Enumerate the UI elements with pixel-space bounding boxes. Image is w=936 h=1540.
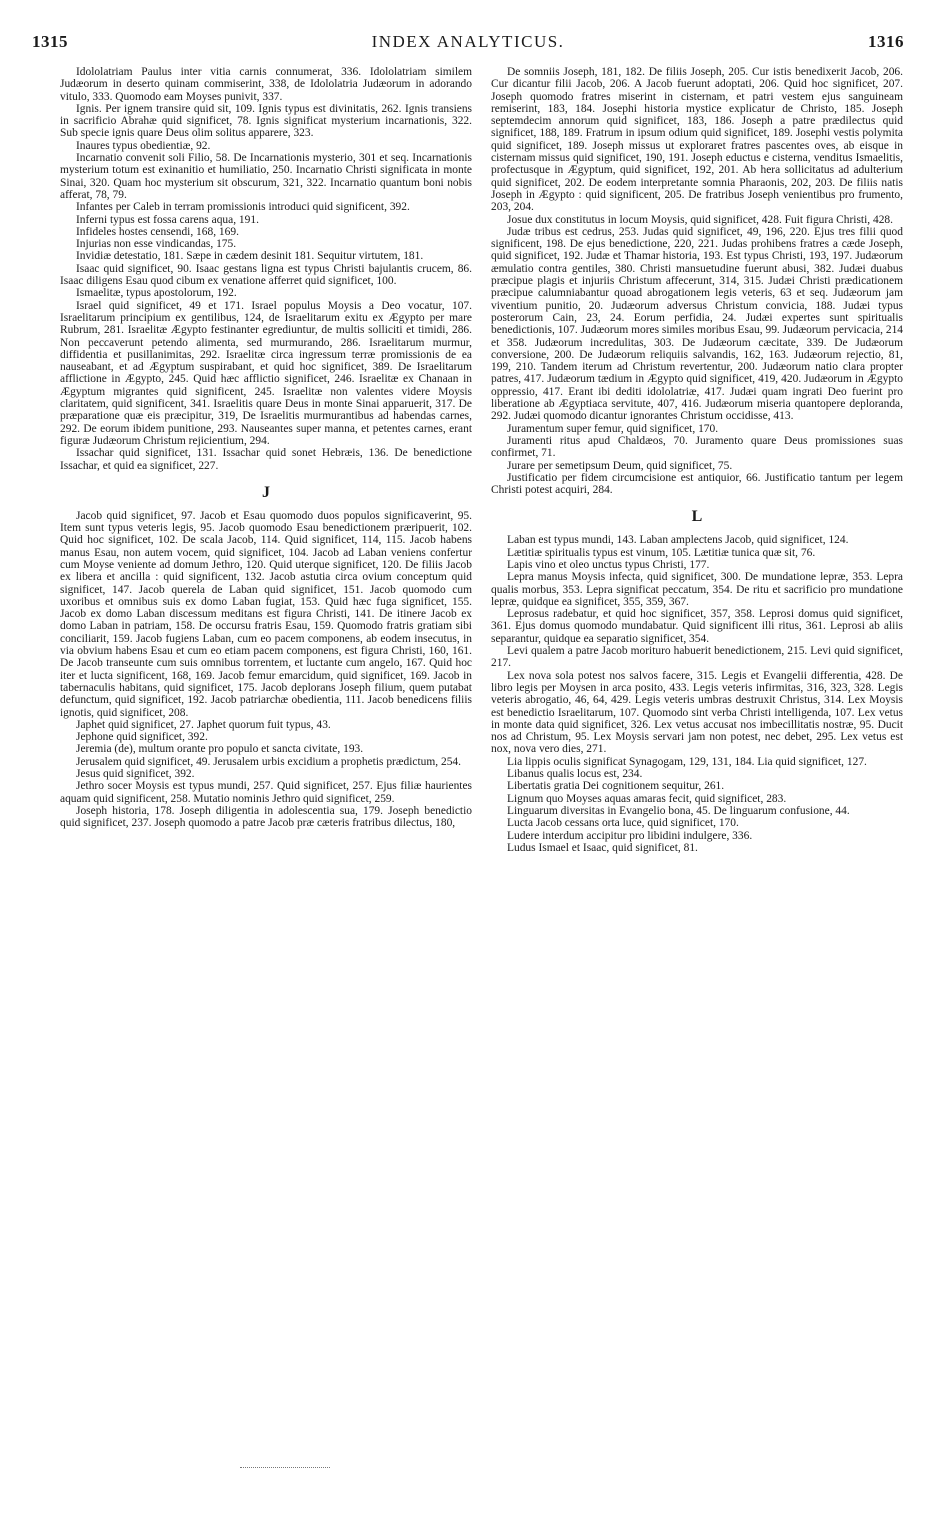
section-letter-j: J [262,483,270,501]
index-entry: Judæ tribus est cedrus, 253. Judas quid significet, 49, 196, 220. Ejus tres filii quod significent, 198. De ejus benedictione, 220, 221. Judas prohibens fratres a cæde Joseph, quid significet, 192. Judæ et Thamar historia, 193. Est typus Christi, 193, 197. Judæorum æmulatio contra gentiles, 380. Christi mansuetudine fuerunt abusi, 382. Judæi duabus præcipue plagis et injuriis Christum affecerunt, 314, 315. Judæi Christi prædicationem præcipue calumniabantur quoad abrogationem legis veteris, 63 et seq. Judæorum jam viventium punitio, 20. Judæorum adversus Christum convicia, 188. Judæi typus posterorum Cain, 23, 24. Eorum perfidia, 24. Judæi expertes sunt spiritualis benedictionis, 107. Judæorum mores similes moribus Esau, 99. Judæorum pervicacia, 214 et 358. Judæorum incredulitas, 303. De Judæorum cæcitate, 339. De Judæorum conversione, 200. De Judæorum reliquiis salvandis, 162, 163. Judæorum rejectio, 81, 199, 210. Tandem iterum ad Christum revertentur, 200. Judæorum natio clara propter patres, 417. Judæorum tædium in Ægypto quid significet, 419, 420. Judæorum in Ægypto oppressio, 417. Erant ibi dediti idololatriæ, 417. Judæi quam ingrati Deo fuerint pro liberatione ab Ægyptiaca servitute, 407, 416. Judæorum miseria quantopere deploranda, 292. Judæi quomodo dicantur ignorantes Christum occidisse, 413. [491,225,904,423]
index-entry: Ludus Ismael et Isaac, quid significet, 81. [507,841,698,854]
index-entry: Jurare per semetipsum Deum, quid significet, 75. [507,459,733,472]
index-entry: Jacob quid significet, 97. Jacob et Esau quomodo duos populos significaverint, 95. Item sunt typus veteris legis, 95. Jacob quomodo Esau benedictionem præripuerit, 102. Quid hoc significet, 102. De scala Jacob, 114. Quid significet, 114, 115. Jacob habens manus Esau, non autem vocem, quid significet, 104. Jacob ad Laban veniens confertur cum Moyse veniente ad domum Jethro, 120. Quid uterque significet, 120. De filiis Jacob ex libera et ancilla : quid significent, 132. Jacob astutia circa ovium conceptum quid significet, 147. Jacob querela de Laban quid significet, 151. Jacob quomodo cum uxoribus et omnibus suis ex domo Laban fugiat, 153. Quid hæc fuga significet, 155. Jacob ex domo Laban discessum meditans est figura Christi, 141. De itinere Jacob ex domo Laban in patriam, 158. De occursu fratris Esau, 159. Quomodo fratris gratiam sibi conciliarit, 159. Jacob fugiens Laban, cum eo pacem componens, ab eodem insecutus, in via obvium habens Esau et cum eo etiam pacem componens, est figura Christi, 160, 161. De Jacob transeunte cum suis omnibus torrentem, et luctante cum angelo, 167. Quid hoc iter et lucta significent, 168, 169. Jacob femur emarcidum, quid significet, 169. Jacob in tabernaculis habitans, quid significet, 175. Jacob deplorans Joseph filium, quem putabat defunctum, quid significet, 192. Jacob patriarchæ obedientia, 111. Jacob benedicens filiis ignotis, quid significet, 208. [60,509,472,719]
index-entry: Lapis vino et oleo unctus typus Christi, 177. [507,558,710,571]
footer-rule [240,1467,330,1468]
section-letter-l: L [691,508,703,526]
index-entry: Isaac quid significet, 90. Isaac gestans ligna est typus Christi bajulantis crucem, 86. Isaac diligens Esau quod cibum ex venatione afferret quid significet, 100. [60,262,472,288]
index-entry: Infideles hostes censendi, 168, 169. [76,225,239,238]
index-entry: Ismaelitæ, typus apostolorum, 192. [76,287,237,300]
index-entry: Lia lippis oculis significat Synagogam, 129, 131, 184. Lia quid significet, 127. [507,755,867,768]
index-entry: Lætitiæ spiritualis typus est vinum, 105. Lætitiæ tunica quæ sit, 76. [507,546,816,559]
index-entry: Justificatio per fidem circumcisione est antiquior, 66. Justificatio tantum per legem Christi potest acquiri, 284. [491,471,903,497]
index-entry: Infantes per Caleb in terram promissionis introduci quid significent, 392. [76,201,410,214]
left-column [60,66,472,830]
index-entry: Incarnatio convenit soli Filio, 58. De Incarnationis mysterio, 301 et seq. Incarnationis mysterium totum est exinanitio et humiliatio, 250. Incarnatio Christi significata in monte Sinai, 320. Quam hoc mysterium sit obscurum, 321, 322. Incarnatio quantum boni nobis afferat, 78, 79. [60,152,472,201]
index-entry: Inferni typus est fossa carens aqua, 191. [76,213,259,226]
index-entry: Jesus quid significet, 392. [76,768,195,781]
index-entry: Jephone quid significet, 392. [76,731,208,744]
left-entries-i [60,66,472,472]
right-entries-j [491,66,903,496]
left-entries-j [60,510,472,830]
index-entry: Jethro socer Moysis est typus mundi, 257. Quid significet, 257. Ejus filiæ haurientes aquam quid significent, 258. Mutatio nominis Jethro quid significet, 259. [60,780,472,805]
index-entry: Ludere interdum accipitur pro libidini indulgere, 336. [507,829,753,842]
index-entry: Joseph historia, 178. Joseph diligentia in adolescentia sua, 179. Joseph benedictio quid significet, 237. Joseph quomodo a patre Jacob præ cæteris fratribus dilectus, 180, [60,804,472,830]
index-entry: Ignis. Per ignem transire quid sit, 109. Ignis typus est divinitatis, 262. Ignis transiens in sacrificio Abrahæ quid significet, 78. Ignis significat mysterium incarnationis, 322. Sub specie ignis quare Deus olim solitus apparere, 323. [60,102,472,140]
index-entry: Lucta Jacob cessans orta luce, quid significet, 170. [507,817,739,830]
left-page-number: 1315 [32,32,68,51]
right-entries-l [491,534,903,854]
page-header [32,30,904,56]
index-entry: Linguarum diversitas in Evangelio bona, 45. De linguarum confusione, 44. [507,804,850,817]
running-title: INDEX ANALYTICUS. [371,32,565,51]
right-page-number: 1316 [868,32,904,51]
index-entry: Inaures typus obedientiæ, 92. [76,139,211,152]
index-entry: Leprosus radebatur, et quid hoc significet, 357, 358. Leprosi domus quid significet, 361. Ejus domus quomodo mundabatur. Quid significent illi ritus, 361. Leprosi ab aliis separantur, quidque ea separatio significet, 354. [491,608,903,645]
index-entry: Injurias non esse vindicandas, 175. [76,238,237,251]
index-entry: Israel quid significet, 49 et 171. Israel populus Moysis a Deo vocatur, 107. Israelitarum principium ex gentilibus, 124, de Israelitarum exitu ex Ægypto per mare Rubrum, 281. Israelitæ Ægypto festinanter egrediuntur, de multis solliciti et timidi, 286. Non peccaverunt petendo alimenta, sed murmurando, 286. Israelitarum murmur, diffidentia et pusillanimitas, 292. Israelitæ circa ingressum terræ promissionis de ea nauseabant, et ad Ægyptum suspirabant, et quid hoc significet, 389. De Israelitarum afflictione in Ægypto, 245. Quid hæc afflictio significet, 246. Israelitæ ex Chanaan in Ægyptum migrantes quid significent, 245. Israelitæ non valentes videre Moysis claritatem, quid significent, 341. Israelitis quare Deus in monte Sinai apparuerit, 317. De præparatione quæ eis præcipitur, 319, De Israelitis murmurantibus ad habendas carnes, 292. De eorum ibidem punitione, 293. Nauseantes super manna, et petentes carnes, erant figuræ Judæorum Christum rejicientium, 294. [60,299,472,447]
index-entry: Invidiæ detestatio, 181. Sæpe in cædem desinit 181. Sequitur virtutem, 181. [76,250,424,263]
index-entry: De somniis Joseph, 181, 182. De filiis Joseph, 205. Cur istis benedixerit Jacob, 206. Cur dicantur filii Jacob, 206. A Jacob fuerunt adoptati, 206. Quid hoc significet, 207. Joseph quomodo fratres miserint in cisternam, et patri vestem ejus sanguineam remiserint, 183, 184. Josephi historia mystice explicatur de Christo, 185. Joseph septemdecim annorum quid significet, 183, 186. Joseph a patre prædilectus quid significet, 188, 189. Fratrum in ipsum odium quid significet, 189. Josephi vestis polymita quid significet, 189. Joseph missus ut exploraret fratres pascentes oves, ab eisque in cisternam missus quid significet, 190, 191. Joseph eductus e cisterna, venditus Ismaelitis, profectusque in Ægyptum, quid significet, 192, 201. Ab hera sollicitatus ad adulterium quid significet, 202. De eodem interpretante somnia Pharaonis, 202, 203. De filiis natis Joseph in Ægypto : quid significent, 205. De fratribus Joseph venientibus pro frumento, 203, 204. [491,66,903,214]
index-entry: Lignum quo Moyses aquas amaras fecit, quid significet, 283. [507,792,787,805]
index-entry: Idololatriam Paulus inter vitia carnis connumerat, 336. Idololatriam similem Judæorum in deserto quinam commiserint, 338, de Idololatria Judæorum in adorando vitulo, 333. Quomodo eam Moyses punivit, 337. [60,66,472,103]
index-entry: Lex nova sola potest nos salvos facere, 315. Legis et Evangelii differentia, 428. De libro legis per Moysen in arca posito, 433. Legis veteris infirmitas, 316, 323, 328. Legis veteris abrogatio, 46, 64, 429. Legis veteris umbras destruxit Christus, 314. Lex Moysis est benedictio Israelitarum, 107. Quomodo sint verba Christi intelligenda, 107. Lex vetus in monte data quid significet, 326. Lex vetus accusat nos imbecillitatis nostræ, 95. Ducit nos ad Christum, 95. Lex Moysis servari jam non potest, nec debet, 295. Lex vetus est nox, nova vero dies, 271. [491,669,903,756]
right-column [491,66,903,854]
index-entry: Josue dux constitutus in locum Moysis, quid significet, 428. Fuit figura Christi, 428. [507,213,894,226]
index-entry: Jerusalem quid significet, 49. Jerusalem urbis excidium a prophetis prædictum, 254. [76,755,461,768]
index-entry: Jeremia (de), multum orante pro populo et sancta civitate, 193. [76,743,364,756]
index-entry: Juramenti ritus apud Chaldæos, 70. Juramento quare Deus promissiones suas confirmet, 71. [491,434,903,460]
index-entry: Libertatis gratia Dei cognitionem sequitur, 261. [507,780,725,793]
index-entry: Levi qualem a patre Jacob morituro habuerit benedictionem, 215. Levi quid significet, 217. [491,645,903,670]
index-entry: Issachar quid significet, 131. Issachar quid sonet Hebræis, 136. De benedictione Issachar, et quid ea significet, 227. [60,447,472,472]
index-entry: Laban est typus mundi, 143. Laban amplectens Jacob, quid significet, 124. [507,534,849,547]
index-entry: Lepra manus Moysis infecta, quid significet, 300. De mundatione lepræ, 353. Lepra qualis morbus, 353. Lepra significat peccatum, 354. De ritu et sacrificio pro mundatione lepræ, quidque ea significet, 355, 359, 367. [491,571,903,608]
index-entry: Libanus qualis locus est, 234. [507,768,643,781]
index-entry: Juramentum super femur, quid significet, 170. [507,422,719,435]
index-entry: Japhet quid significet, 27. Japhet quorum fuit typus, 43. [76,718,331,731]
